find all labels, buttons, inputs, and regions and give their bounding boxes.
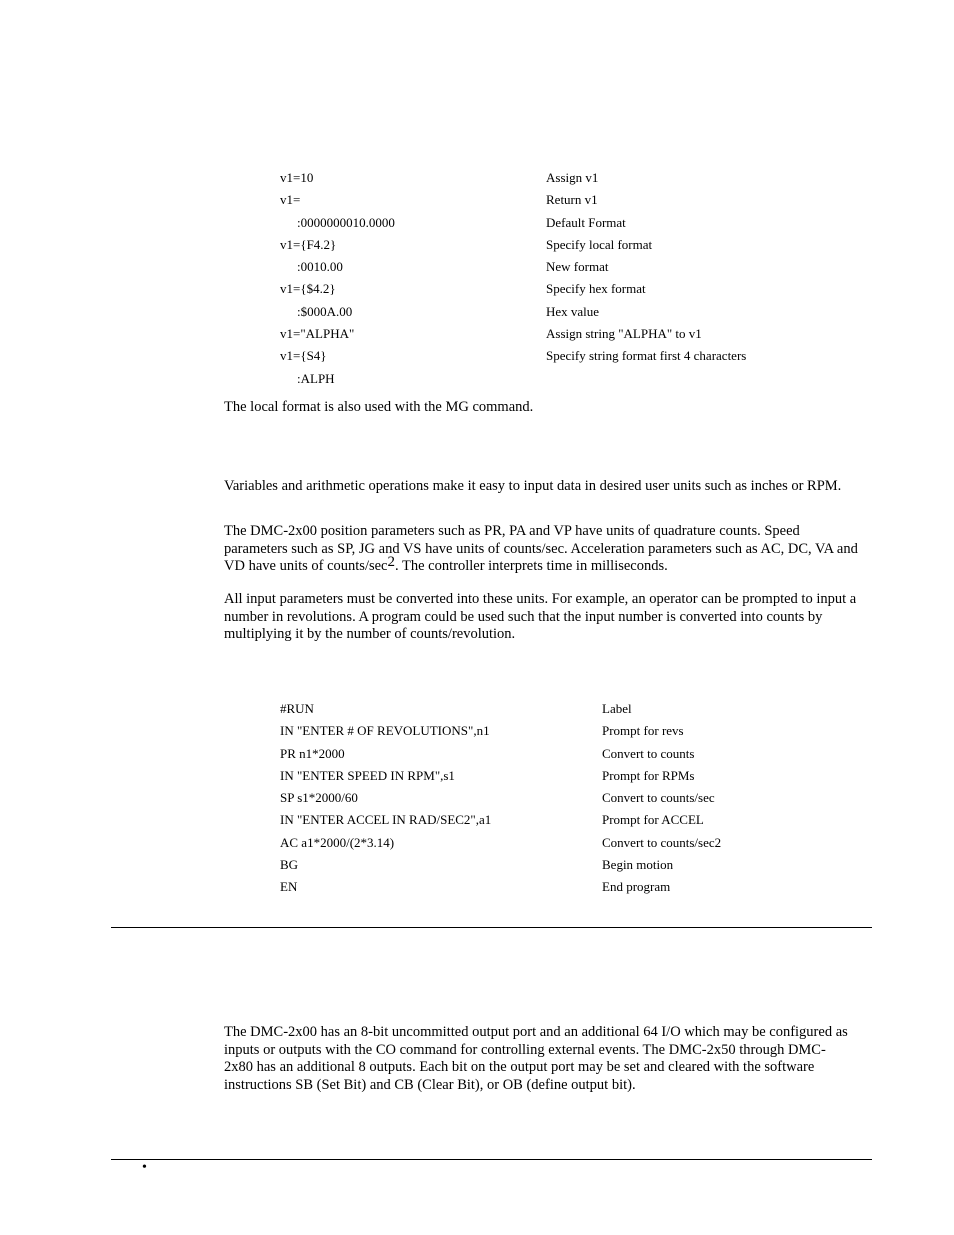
format-example-row <box>280 368 800 390</box>
program-example-row <box>280 832 800 854</box>
format-example-row <box>280 278 800 300</box>
code-command: :ALPH <box>297 370 335 386</box>
program-example-row <box>280 765 800 787</box>
code-description: Hex value <box>546 303 600 319</box>
code-description: Specify local format <box>546 236 653 252</box>
format-example-table <box>280 167 800 390</box>
section-divider <box>111 927 872 928</box>
program-example-row <box>280 698 800 720</box>
units-paragraph-2-text: The DMC-2x00 position parameters such as PR, PA and VP have units of quadrature counts. Speed parameters such as SP, JG and VS have units of counts/sec. Acceleration parameters such as AC, DC, VA and VD have units of counts/sec <box>224 523 858 575</box>
code-description: Label <box>602 701 632 716</box>
program-example-row <box>280 787 800 809</box>
units-paragraph-2-tail: . The controller interprets time in milliseconds. <box>395 558 668 575</box>
superscript-2: 2 <box>387 554 395 571</box>
code-description: End program <box>602 879 671 895</box>
mg-note: The local format is also used with the MG command. <box>224 399 534 415</box>
units-paragraph-1: Variables and arithmetic operations make it easy to input data in desired user units such as inches or RPM. <box>224 478 842 494</box>
code-description: Return v1 <box>546 192 598 208</box>
code-command: IN "ENTER ACCEL IN RAD/SEC2",a1 <box>280 812 492 828</box>
code-description: Prompt for revs <box>602 723 684 739</box>
format-example-row <box>280 234 800 256</box>
format-example-row <box>280 189 800 211</box>
code-command: PR n1*2000 <box>280 745 345 761</box>
code-description: New format <box>546 259 609 275</box>
code-command: v1= <box>280 192 301 208</box>
format-example-row <box>280 212 800 234</box>
code-command: :0010.00 <box>297 259 343 275</box>
code-command: IN "ENTER # OF REVOLUTIONS",n1 <box>280 723 490 739</box>
program-example-row <box>280 720 800 742</box>
code-description: Assign string "ALPHA" to v1 <box>546 326 702 342</box>
code-command: v1={F4.2} <box>280 236 337 252</box>
units-paragraph-2 <box>224 523 864 576</box>
code-description: Specify hex format <box>546 281 646 297</box>
program-example-table <box>280 698 800 899</box>
code-command: BG <box>280 857 299 873</box>
format-example-row <box>280 301 800 323</box>
code-command: v1={S4} <box>280 348 327 364</box>
program-example-row <box>280 854 800 876</box>
outputs-paragraph: The DMC-2x00 has an 8-bit uncommitted output port and an additional 64 I/O which may be configured as inputs or outputs with the CO command for controlling external events. The DMC-2x50 through DMC-2x80 has an additional 8 outputs. Each bit on the output port may be set and cleared with the software instructions SB (Set Bit) and CB (Clear Bit), or OB (define output bit). <box>224 1024 848 1093</box>
program-example-row <box>280 809 800 831</box>
code-command: SP s1*2000/60 <box>280 790 358 806</box>
code-description: Convert to counts/sec2 <box>602 834 722 850</box>
code-command: AC a1*2000/(2*3.14) <box>280 834 395 850</box>
units-paragraph-3: All input parameters must be converted into these units. For example, an operator can be prompted to input a number in revolutions. A program could be used such that the input number is converted into counts by multiplying it by the number of counts/revolution. <box>224 591 857 643</box>
code-command: :0000000010.0000 <box>297 214 395 230</box>
format-example-row <box>280 256 800 278</box>
code-description: Prompt for RPMs <box>602 767 695 783</box>
code-command: v1=10 <box>280 170 314 185</box>
code-description: Convert to counts <box>602 745 695 761</box>
code-command: v1={$4.2} <box>280 281 336 297</box>
format-example-row <box>280 345 800 367</box>
code-description: Specify string format first 4 characters <box>546 348 747 364</box>
code-description: Default Format <box>546 214 626 230</box>
footer-divider <box>111 1159 872 1160</box>
code-description: Assign v1 <box>546 170 599 185</box>
code-command: #RUN <box>280 701 314 716</box>
code-description: Prompt for ACCEL <box>602 812 704 828</box>
code-command: v1="ALPHA" <box>280 326 355 342</box>
code-command: EN <box>280 879 298 895</box>
footer-bullet: • <box>142 1160 147 1175</box>
format-example-row <box>280 323 800 345</box>
program-example-row <box>280 876 800 898</box>
format-example-row <box>280 167 800 189</box>
code-description: Begin motion <box>602 857 674 873</box>
code-command: :$000A.00 <box>297 303 353 319</box>
code-description: Convert to counts/sec <box>602 790 715 806</box>
program-example-row <box>280 743 800 765</box>
code-command: IN "ENTER SPEED IN RPM",s1 <box>280 767 455 783</box>
